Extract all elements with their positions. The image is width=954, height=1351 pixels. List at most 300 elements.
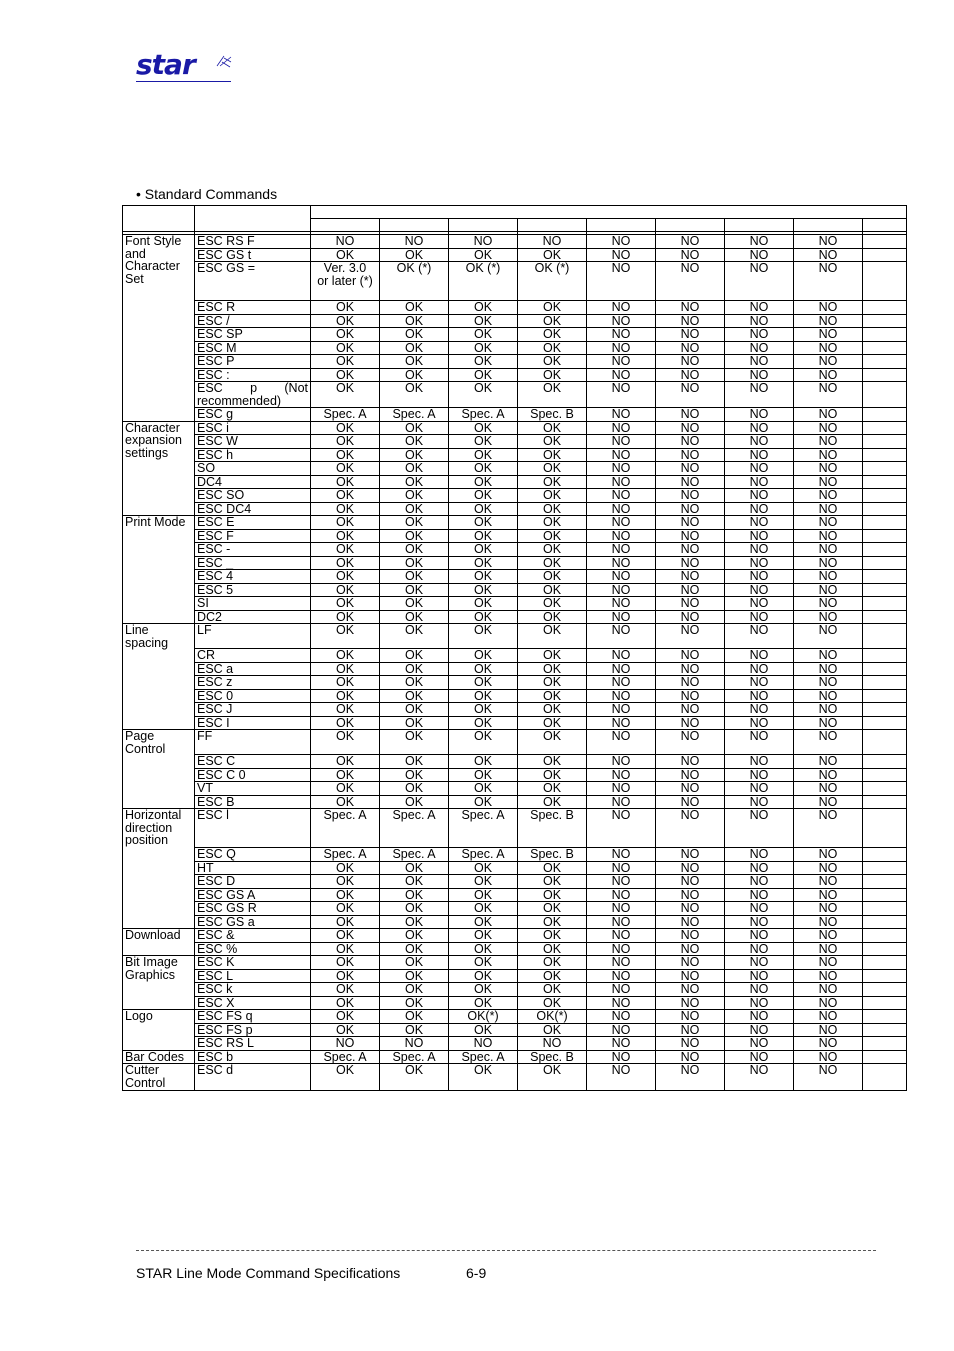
support-value-cell: OK: [518, 368, 587, 382]
command-cell: ESC GS A: [195, 888, 311, 902]
support-value-cell: OK: [449, 942, 518, 956]
empty-cell: [863, 421, 907, 435]
command-cell: CR: [195, 649, 311, 663]
command-cell: ESC E: [195, 516, 311, 530]
command-cell: ESC d: [195, 1064, 311, 1091]
command-cell: ESC /: [195, 314, 311, 328]
empty-cell: [863, 969, 907, 983]
command-cell: ESC L: [195, 969, 311, 983]
support-value-cell: NO: [587, 328, 656, 342]
support-value-cell: NO: [794, 848, 863, 862]
support-value-cell: OK: [449, 583, 518, 597]
footer-divider: [136, 1250, 876, 1251]
support-value-cell: NO: [794, 996, 863, 1010]
support-value-cell: NO: [725, 583, 794, 597]
table-row: [123, 248, 907, 262]
table-row: [123, 1037, 907, 1051]
support-value-cell: NO: [725, 475, 794, 489]
support-value-cell: NO: [794, 929, 863, 943]
command-cell: ESC _: [195, 556, 311, 570]
support-value-cell: NO: [725, 703, 794, 717]
support-value-cell: OK: [449, 782, 518, 796]
command-cell: ESC &: [195, 929, 311, 943]
support-value-cell: OK: [380, 768, 449, 782]
support-value-cell: OK: [311, 516, 380, 530]
support-value-cell: OK: [518, 1064, 587, 1091]
support-value-cell: NO: [656, 861, 725, 875]
support-value-cell: OK: [449, 475, 518, 489]
support-value-cell: NO: [587, 368, 656, 382]
support-value-cell: OK: [449, 248, 518, 262]
support-value-cell: OK: [449, 996, 518, 1010]
support-value-cell: NO: [656, 915, 725, 929]
support-value-cell: OK: [380, 529, 449, 543]
support-value-cell: OK: [311, 768, 380, 782]
support-value-cell: OK: [311, 969, 380, 983]
support-value-cell: Spec. A: [380, 809, 449, 848]
empty-cell: [863, 1037, 907, 1051]
empty-cell: [863, 689, 907, 703]
support-value-cell: OK: [311, 888, 380, 902]
support-value-cell: NO: [656, 248, 725, 262]
support-value-cell: OK: [311, 782, 380, 796]
table-row: [123, 502, 907, 516]
header-cell-model: [449, 219, 518, 232]
support-value-cell: OK: [518, 716, 587, 730]
support-value-cell: NO: [794, 782, 863, 796]
category-cell: Bit Image Graphics: [123, 956, 195, 1010]
support-value-cell: NO: [656, 610, 725, 624]
command-cell: ESC l: [195, 809, 311, 848]
empty-cell: [863, 382, 907, 408]
support-value-cell: NO: [656, 462, 725, 476]
table-row: [123, 795, 907, 809]
support-value-cell: OK: [380, 516, 449, 530]
command-cell: FF: [195, 730, 311, 755]
support-value-cell: OK: [518, 649, 587, 663]
support-value-cell: OK (*): [518, 262, 587, 301]
support-value-cell: NO: [656, 703, 725, 717]
support-value-cell: OK: [518, 448, 587, 462]
support-value-cell: NO: [656, 768, 725, 782]
support-value-cell: OK: [311, 1023, 380, 1037]
table-row: [123, 649, 907, 663]
support-value-cell: OK: [311, 462, 380, 476]
empty-cell: [863, 888, 907, 902]
table-row: [123, 355, 907, 369]
support-value-cell: OK: [518, 529, 587, 543]
support-value-cell: OK: [518, 861, 587, 875]
empty-cell: [863, 662, 907, 676]
support-value-cell: OK: [311, 248, 380, 262]
support-value-cell: OK: [518, 703, 587, 717]
support-value-cell: OK: [518, 248, 587, 262]
table-row: [123, 676, 907, 690]
command-cell: DC2: [195, 610, 311, 624]
support-value-cell: OK: [518, 314, 587, 328]
support-value-cell: OK: [449, 502, 518, 516]
support-value-cell: NO: [794, 610, 863, 624]
support-value-cell: NO: [725, 730, 794, 755]
support-value-cell: OK: [380, 716, 449, 730]
support-value-cell: NO: [725, 1010, 794, 1024]
support-value-cell: OK (*): [380, 262, 449, 301]
support-value-cell: NO: [656, 355, 725, 369]
support-value-cell: Spec. A: [380, 408, 449, 422]
support-value-cell: NO: [587, 983, 656, 997]
support-value-cell: OK: [380, 929, 449, 943]
support-value-cell: NO: [656, 1023, 725, 1037]
support-value-cell: OK: [449, 768, 518, 782]
support-value-cell: NO: [587, 915, 656, 929]
category-cell: Line spacing: [123, 624, 195, 730]
support-value-cell: NO: [725, 597, 794, 611]
empty-cell: [863, 235, 907, 249]
empty-cell: [863, 328, 907, 342]
support-value-cell: NO: [725, 848, 794, 862]
support-value-cell: OK: [518, 583, 587, 597]
support-value-cell: Spec. A: [380, 848, 449, 862]
command-cell: ESC z: [195, 676, 311, 690]
support-value-cell: OK: [518, 462, 587, 476]
support-value-cell: NO: [587, 408, 656, 422]
support-value-cell: OK: [311, 624, 380, 649]
support-value-cell: OK: [449, 421, 518, 435]
command-cell: ESC P: [195, 355, 311, 369]
support-value-cell: NO: [725, 983, 794, 997]
table-row: [123, 902, 907, 916]
empty-cell: [863, 676, 907, 690]
support-value-cell: NO: [656, 408, 725, 422]
support-value-cell: OK: [449, 716, 518, 730]
table-body: [123, 235, 907, 1091]
support-value-cell: OK: [449, 888, 518, 902]
support-value-cell: OK: [518, 624, 587, 649]
support-value-cell: NO: [656, 875, 725, 889]
support-value-cell: NO: [656, 475, 725, 489]
support-value-cell: OK: [449, 529, 518, 543]
support-value-cell: NO: [725, 676, 794, 690]
table-row: [123, 809, 907, 848]
support-value-cell: NO: [725, 421, 794, 435]
support-value-cell: NO: [518, 1037, 587, 1051]
support-value-cell: NO: [794, 915, 863, 929]
support-value-cell: NO: [656, 543, 725, 557]
support-value-cell: OK: [380, 888, 449, 902]
support-value-cell: NO: [587, 755, 656, 769]
table-row: [123, 716, 907, 730]
support-value-cell: NO: [794, 597, 863, 611]
support-value-cell: OK: [311, 355, 380, 369]
support-value-cell: NO: [656, 929, 725, 943]
support-value-cell: Spec. A: [311, 848, 380, 862]
empty-cell: [863, 543, 907, 557]
support-value-cell: OK: [311, 689, 380, 703]
header-cell-model: [518, 219, 587, 232]
support-value-cell: NO: [587, 848, 656, 862]
support-value-cell: Spec. B: [518, 408, 587, 422]
support-value-cell: OK: [449, 543, 518, 557]
support-value-cell: NO: [656, 301, 725, 315]
support-value-cell: NO: [794, 1037, 863, 1051]
header-cell-model: [656, 219, 725, 232]
command-cell: ESC b: [195, 1050, 311, 1064]
command-cell: ESC X: [195, 996, 311, 1010]
support-value-cell: NO: [587, 716, 656, 730]
support-value-cell: OK: [380, 983, 449, 997]
support-value-cell: NO: [587, 689, 656, 703]
support-value-cell: OK: [518, 475, 587, 489]
command-cell: ESC -: [195, 543, 311, 557]
support-value-cell: OK: [311, 902, 380, 916]
support-value-cell: OK: [380, 902, 449, 916]
command-cell: ESC %: [195, 942, 311, 956]
support-value-cell: OK: [449, 929, 518, 943]
empty-cell: [863, 610, 907, 624]
support-value-cell: OK: [380, 996, 449, 1010]
command-cell: ESC J: [195, 703, 311, 717]
command-cell: SO: [195, 462, 311, 476]
support-value-cell: NO: [449, 1037, 518, 1051]
support-value-cell: NO: [587, 662, 656, 676]
support-value-cell: OK: [311, 983, 380, 997]
support-value-cell: OK: [311, 716, 380, 730]
support-value-cell: OK(*): [518, 1010, 587, 1024]
header-cell-group: [311, 206, 907, 219]
support-value-cell: OK: [449, 489, 518, 503]
support-value-cell: NO: [587, 235, 656, 249]
support-value-cell: NO: [656, 809, 725, 848]
support-value-cell: OK: [311, 861, 380, 875]
support-value-cell: NO: [725, 956, 794, 970]
support-value-cell: Spec. A: [311, 1050, 380, 1064]
category-cell: Font Style and Character Set: [123, 235, 195, 422]
table-row: [123, 996, 907, 1010]
support-value-cell: NO: [587, 875, 656, 889]
support-value-cell: NO: [656, 1037, 725, 1051]
support-value-cell: OK: [380, 676, 449, 690]
table-row: [123, 489, 907, 503]
support-value-cell: OK: [380, 703, 449, 717]
support-value-cell: NO: [794, 248, 863, 262]
support-value-cell: NO: [587, 355, 656, 369]
support-value-cell: NO: [794, 368, 863, 382]
command-cell: ESC M: [195, 341, 311, 355]
table-row: [123, 556, 907, 570]
header-cell-model: [380, 219, 449, 232]
support-value-cell: NO: [656, 649, 725, 663]
support-value-cell: NO: [794, 768, 863, 782]
support-value-cell: OK: [518, 689, 587, 703]
support-value-cell: NO: [656, 570, 725, 584]
support-value-cell: OK: [449, 662, 518, 676]
table-row: [123, 782, 907, 796]
support-value-cell: OK: [380, 435, 449, 449]
support-value-cell: NO: [656, 368, 725, 382]
table-row: [123, 368, 907, 382]
support-value-cell: OK: [380, 341, 449, 355]
support-value-cell: NO: [794, 529, 863, 543]
header-cell-command: [195, 206, 311, 232]
support-value-cell: OK: [518, 570, 587, 584]
support-value-cell: NO: [725, 755, 794, 769]
empty-cell: [863, 902, 907, 916]
support-value-cell: NO: [587, 782, 656, 796]
support-value-cell: NO: [587, 262, 656, 301]
support-value-cell: NO: [794, 730, 863, 755]
support-value-cell: OK: [449, 462, 518, 476]
support-value-cell: OK: [518, 730, 587, 755]
table-row: [123, 570, 907, 584]
support-value-cell: OK: [380, 730, 449, 755]
support-value-cell: NO: [656, 969, 725, 983]
support-value-cell: OK: [518, 929, 587, 943]
empty-cell: [863, 1010, 907, 1024]
empty-cell: [863, 649, 907, 663]
support-value-cell: NO: [587, 809, 656, 848]
support-value-cell: NO: [656, 996, 725, 1010]
support-value-cell: OK: [311, 929, 380, 943]
support-value-cell: NO: [725, 610, 794, 624]
support-value-cell: OK: [449, 355, 518, 369]
support-value-cell: NO: [518, 235, 587, 249]
support-value-cell: NO: [656, 848, 725, 862]
support-value-cell: NO: [794, 435, 863, 449]
support-value-cell: OK: [311, 755, 380, 769]
support-value-cell: OK: [311, 583, 380, 597]
support-value-cell: OK: [518, 502, 587, 516]
support-value-cell: OK: [380, 355, 449, 369]
support-value-cell: OK: [518, 489, 587, 503]
empty-cell: [863, 570, 907, 584]
support-value-cell: OK: [380, 915, 449, 929]
table-row: [123, 382, 907, 408]
support-value-cell: OK: [518, 597, 587, 611]
support-value-cell: OK: [449, 301, 518, 315]
support-value-cell: NO: [587, 382, 656, 408]
command-cell: HT: [195, 861, 311, 875]
table-row: [123, 1023, 907, 1037]
support-value-cell: NO: [794, 755, 863, 769]
support-value-cell: NO: [725, 624, 794, 649]
support-value-cell: NO: [725, 543, 794, 557]
support-value-cell: OK: [449, 795, 518, 809]
support-value-cell: NO: [725, 235, 794, 249]
support-value-cell: NO: [587, 1037, 656, 1051]
support-value-cell: NO: [656, 1050, 725, 1064]
empty-cell: [863, 795, 907, 809]
support-value-cell: NO: [794, 462, 863, 476]
support-value-cell: NO: [725, 516, 794, 530]
support-value-cell: NO: [587, 768, 656, 782]
empty-cell: [863, 583, 907, 597]
support-value-cell: OK: [311, 475, 380, 489]
command-cell: ESC GS R: [195, 902, 311, 916]
support-value-cell: NO: [587, 314, 656, 328]
command-cell: ESC :: [195, 368, 311, 382]
command-cell: ESC K: [195, 956, 311, 970]
support-value-cell: NO: [725, 1064, 794, 1091]
support-value-cell: OK: [311, 301, 380, 315]
support-value-cell: NO: [794, 328, 863, 342]
empty-cell: [863, 475, 907, 489]
support-value-cell: Spec. A: [311, 809, 380, 848]
support-value-cell: NO: [794, 795, 863, 809]
table-row: [123, 529, 907, 543]
support-value-cell: NO: [587, 624, 656, 649]
support-value-cell: OK: [311, 489, 380, 503]
support-value-cell: OK: [311, 996, 380, 1010]
table-row: [123, 703, 907, 717]
section-title: • Standard Commands: [136, 186, 278, 202]
support-value-cell: NO: [587, 341, 656, 355]
support-value-cell: NO: [656, 489, 725, 503]
support-value-cell: OK: [449, 624, 518, 649]
command-cell: ESC R: [195, 301, 311, 315]
support-value-cell: OK: [518, 942, 587, 956]
support-value-cell: NO: [587, 649, 656, 663]
support-value-cell: NO: [794, 314, 863, 328]
command-cell: ESC Q: [195, 848, 311, 862]
support-value-cell: NO: [794, 583, 863, 597]
table-row: [123, 969, 907, 983]
support-value-cell: NO: [587, 730, 656, 755]
support-value-cell: NO: [587, 1010, 656, 1024]
support-value-cell: NO: [656, 529, 725, 543]
support-value-cell: NO: [656, 502, 725, 516]
support-value-cell: OK: [518, 662, 587, 676]
support-value-cell: NO: [794, 262, 863, 301]
empty-cell: [863, 1023, 907, 1037]
support-value-cell: OK: [449, 314, 518, 328]
support-value-cell: OK: [449, 649, 518, 663]
support-value-cell: NO: [725, 355, 794, 369]
support-value-cell: OK: [380, 1023, 449, 1037]
support-value-cell: NO: [587, 956, 656, 970]
category-cell: Horizontal direction position: [123, 809, 195, 929]
support-value-cell: NO: [794, 341, 863, 355]
support-value-cell: NO: [656, 624, 725, 649]
support-value-cell: NO: [656, 755, 725, 769]
table-row: [123, 421, 907, 435]
support-value-cell: OK: [449, 448, 518, 462]
support-value-cell: NO: [587, 543, 656, 557]
support-value-cell: OK: [311, 956, 380, 970]
support-value-cell: OK: [380, 649, 449, 663]
support-value-cell: NO: [587, 475, 656, 489]
support-value-cell: NO: [587, 489, 656, 503]
table-row: [123, 888, 907, 902]
support-value-cell: OK: [380, 556, 449, 570]
support-value-cell: OK: [380, 861, 449, 875]
table-row: [123, 448, 907, 462]
table-row: [123, 915, 907, 929]
command-cell: ESC C 0: [195, 768, 311, 782]
support-value-cell: NO: [587, 597, 656, 611]
support-value-cell: Spec. A: [449, 809, 518, 848]
support-value-cell: NO: [725, 382, 794, 408]
command-cell: ESC RS F: [195, 235, 311, 249]
support-value-cell: NO: [656, 382, 725, 408]
table-row: [123, 328, 907, 342]
empty-cell: [863, 1050, 907, 1064]
support-value-cell: OK: [380, 875, 449, 889]
support-value-cell: NO: [794, 475, 863, 489]
command-cell: ESC FS p: [195, 1023, 311, 1037]
star-mark-icon: [216, 54, 232, 68]
support-value-cell: Spec. B: [518, 809, 587, 848]
support-value-cell: OK: [449, 983, 518, 997]
